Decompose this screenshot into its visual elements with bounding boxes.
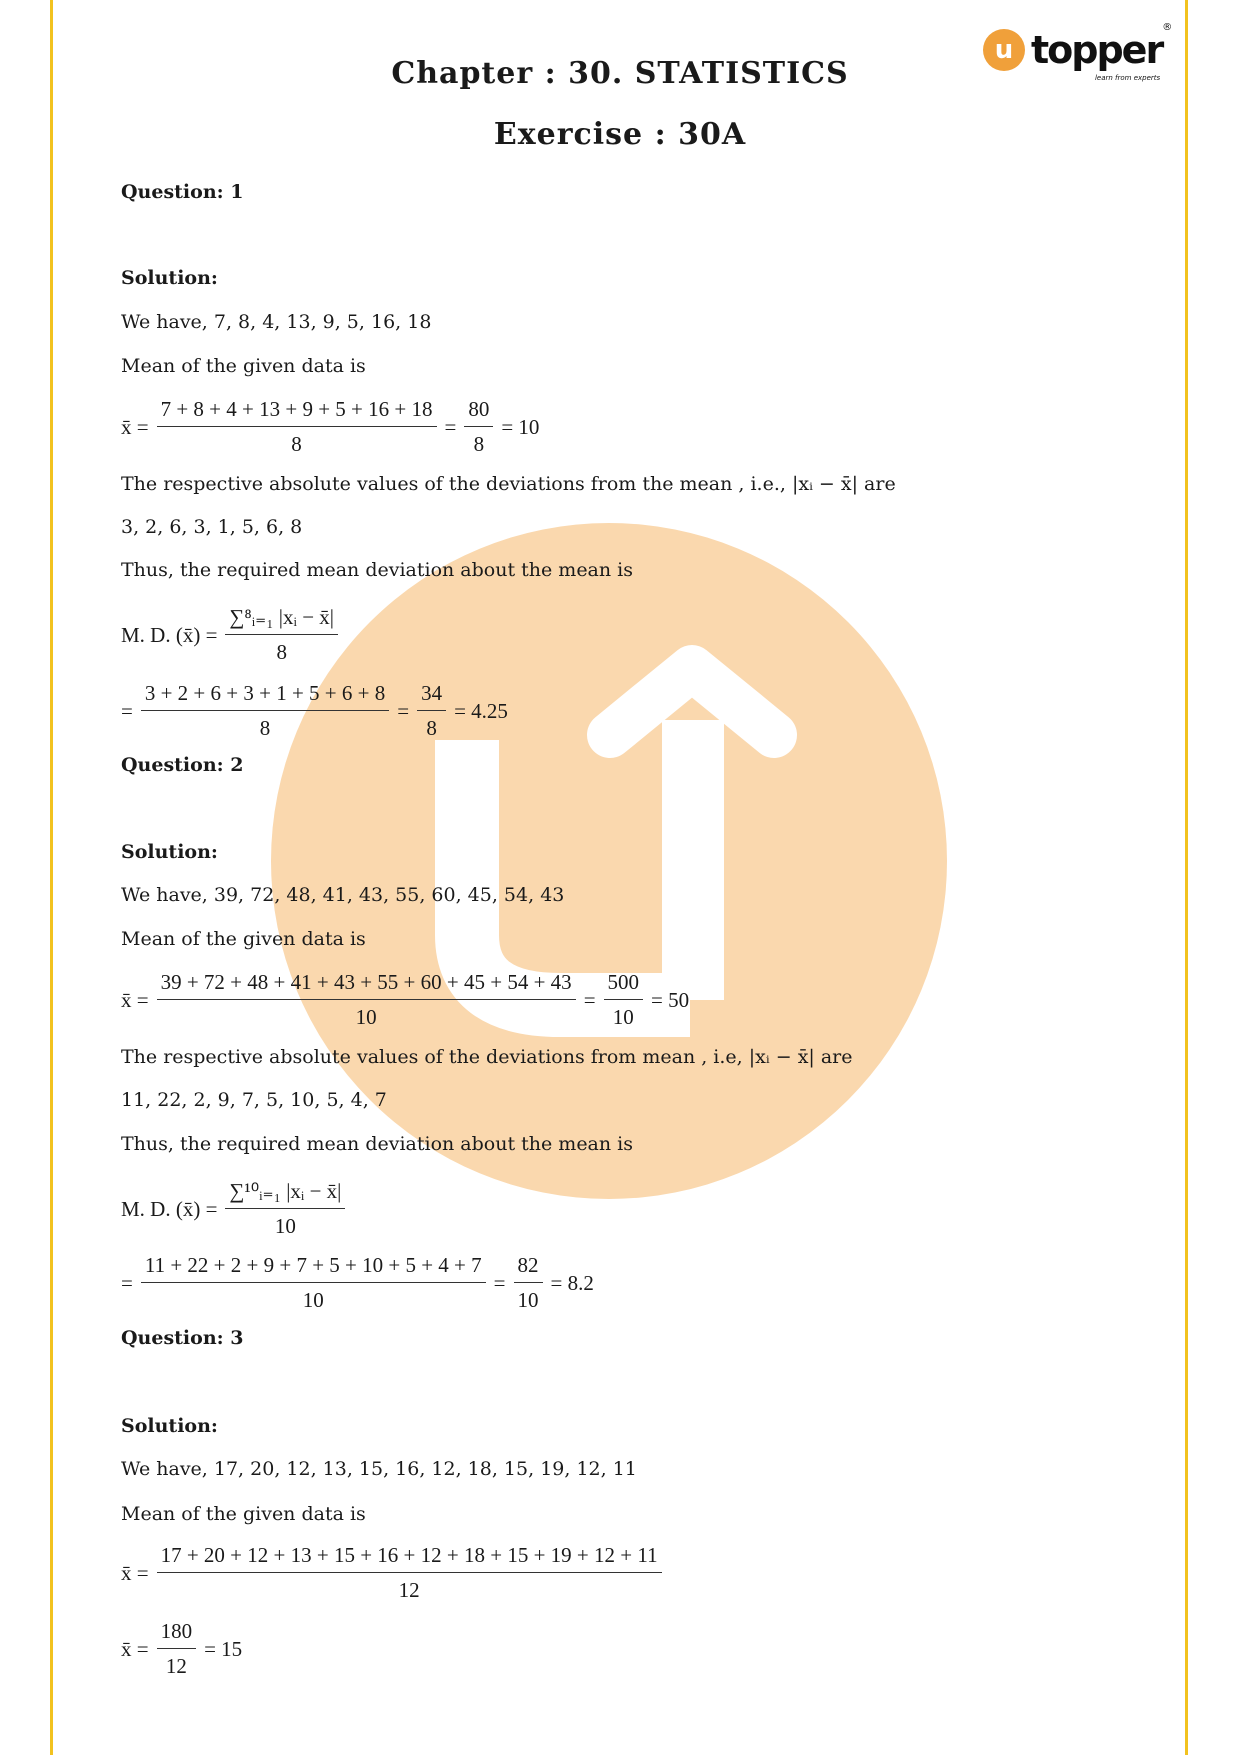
- deviations: 11, 22, 2, 9, 7, 5, 10, 5, 4, 7: [121, 1089, 387, 1111]
- given-data: We have, 17, 20, 12, 13, 15, 16, 12, 18, 15, 19, 12, 11: [121, 1458, 637, 1480]
- solution-label: Solution:: [121, 267, 218, 289]
- given-data: We have, 7, 8, 4, 13, 9, 5, 16, 18: [121, 311, 432, 333]
- md-intro: Thus, the required mean deviation about the mean is: [121, 1133, 633, 1155]
- md-formula: M. D. (x̄) = $\frac{\text{∑⁸ᵢ₌₁ |xᵢ − x̄|}}{8}$: [121, 604, 338, 665]
- mean-intro: Mean of the given data is: [121, 1503, 366, 1525]
- question-label: Question: 1: [121, 181, 244, 203]
- md-calculation: = $\frac{11 + 22 + 2 + 9 + 7 + 5 + 10 + 5 + 4 + 7}{10}$ = $\frac{82}{10}$ = 8.2: [121, 1253, 594, 1312]
- deviation-intro: The respective absolute values of the deviations from the mean , i.e., |xᵢ − x̄| are: [121, 473, 896, 495]
- mean-formula: x̄ = $\frac{39 + 72 + 48 + 41 + 43 + 55 + 60 + 45 + 54 + 43}{10}$ = $\frac{500}{10}$ = 50: [121, 970, 690, 1029]
- logo-mark: u: [983, 29, 1025, 71]
- question-label: Question: 2: [121, 754, 244, 776]
- md-formula: M. D. (x̄) = $\frac{\text{∑¹⁰ᵢ₌₁ |xᵢ − x̄|}}{10}$: [121, 1178, 345, 1239]
- registered-mark: ®: [1162, 22, 1173, 33]
- solution-label: Solution:: [121, 841, 218, 863]
- given-data: We have, 39, 72, 48, 41, 43, 55, 60, 45, 54, 43: [121, 884, 565, 906]
- exercise-title: Exercise : 30A: [493, 117, 747, 152]
- logo-tagline: learn from experts: [1094, 74, 1161, 82]
- mean-formula: x̄ = $\frac{7 + 8 + 4 + 13 + 9 + 5 + 16 + 18}{8}$ = $\frac{80}{8}$ = 10: [121, 397, 540, 456]
- md-calculation: = $\frac{3 + 2 + 6 + 3 + 1 + 5 + 6 + 8}{8}$ = $\frac{34}{8}$ = 4.25: [121, 681, 508, 740]
- mean-formula: x̄ = 17 + 20 + 12 + 13 + 15 + 16 + 12 + 18 + 15 + 19 + 12 + 11 12: [121, 1542, 662, 1603]
- logo-name: topper: [1031, 28, 1163, 72]
- solution-label: Solution:: [121, 1415, 218, 1437]
- chapter-title: Chapter : 30. STATISTICS: [391, 56, 849, 91]
- mean-intro: Mean of the given data is: [121, 355, 366, 377]
- mean-result: x̄ = $\frac{180}{12}$ = 15: [121, 1619, 243, 1678]
- mean-intro: Mean of the given data is: [121, 928, 366, 950]
- deviations: 3, 2, 6, 3, 1, 5, 6, 8: [121, 516, 303, 538]
- md-intro: Thus, the required mean deviation about the mean is: [121, 559, 633, 581]
- question-label: Question: 3: [121, 1327, 244, 1349]
- deviation-intro: The respective absolute values of the deviations from mean , i.e, |xᵢ − x̄| are: [121, 1046, 853, 1068]
